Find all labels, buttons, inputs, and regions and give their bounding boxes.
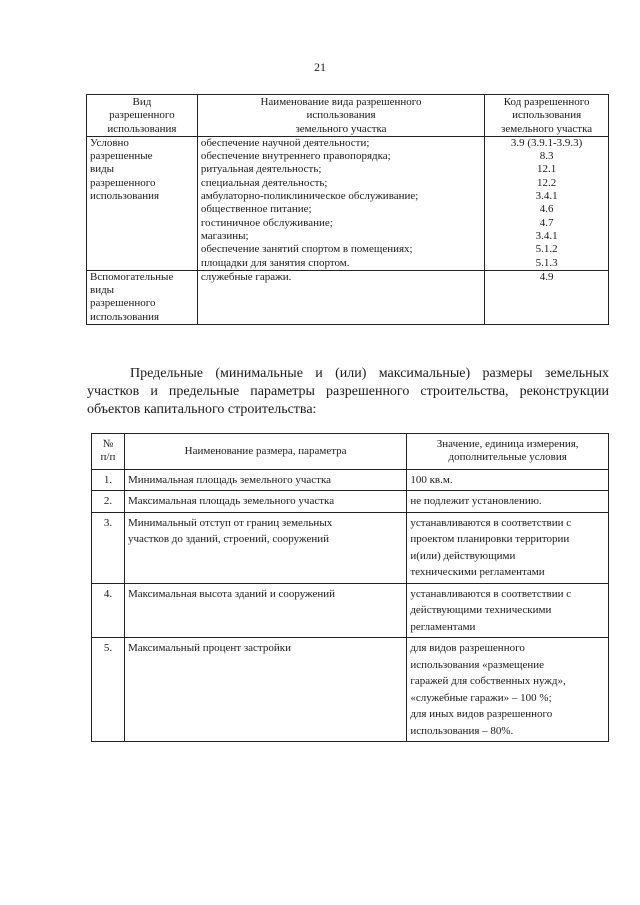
header-use-name: Наименование вида разрешенного использования земельного участка xyxy=(197,95,484,137)
value-cell: для видов разрешенного использования «размещение гаражей для собственных нужд», «служебные гаражи» – 100 %; для иных видов разрешенного использования – 80%. xyxy=(407,638,609,742)
paragraph-line-3: объектов капитального строительства: xyxy=(87,402,317,417)
table-row xyxy=(92,469,609,491)
permitted-use-table xyxy=(86,94,609,325)
table-header-row xyxy=(87,95,609,137)
header-parameter: Наименование размера, параметра xyxy=(124,434,406,470)
value-cell: не подлежит установлению. xyxy=(407,491,609,513)
row-number: 2. xyxy=(92,491,125,513)
row-number: 1. xyxy=(92,469,125,491)
table-header-row xyxy=(92,434,609,470)
row-number: 5. xyxy=(92,638,125,742)
use-name-cell: служебные гаражи. xyxy=(197,270,484,324)
header-number: № п/п xyxy=(92,434,125,470)
row-number: 3. xyxy=(92,512,125,583)
page-number: 21 xyxy=(314,60,326,74)
parameters-paragraph xyxy=(87,365,609,419)
table-row xyxy=(87,270,609,324)
use-name-cell: обеспечение научной деятельности; обеспечение внутреннего правопорядка; ритуальная деятельность; специальная деятельность; амбулаторно-поликлиническое обслуживание; общественное питание; гостиничное обслуживание; магазины; обеспечение занятий спортом в помещениях; площадки для занятия спортом. xyxy=(197,136,484,270)
parameter-cell: Максимальный процент застройки xyxy=(124,638,406,742)
value-cell: 100 кв.м. xyxy=(407,469,609,491)
table-row xyxy=(92,638,609,742)
parameter-cell: Максимальная высота зданий и сооружений xyxy=(124,583,406,638)
header-value: Значение, единица измерения, дополнительные условия xyxy=(407,434,609,470)
table-row xyxy=(92,583,609,638)
parameters-table xyxy=(91,433,609,742)
header-use-code: Код разрешенного использования земельного участка xyxy=(485,95,609,137)
table-row xyxy=(92,491,609,513)
value-cell: устанавливаются в соответствии с действующими техническими регламентами xyxy=(407,583,609,638)
use-code-cell: 3.9 (3.9.1-3.9.3) 8.3 12.1 12.2 3.4.1 4.6 4.7 3.4.1 5.1.2 5.1.3 xyxy=(485,136,609,270)
table-row xyxy=(92,512,609,583)
parameter-cell: Максимальная площадь земельного участка xyxy=(124,491,406,513)
paragraph-line-2: участков и предельные параметры разрешенного строительства, реконструкции xyxy=(87,384,609,399)
header-use-type: Вид разрешенного использования xyxy=(87,95,198,137)
parameter-cell: Минимальный отступ от границ земельных участков до зданий, строений, сооружений xyxy=(124,512,406,583)
use-type-cell: Вспомогательные виды разрешенного использования xyxy=(87,270,198,324)
row-number: 4. xyxy=(92,583,125,638)
use-code-cell: 4.9 xyxy=(485,270,609,324)
paragraph-line-1: Предельные (минимальные и (или) максимальные) размеры земельных xyxy=(130,366,609,381)
use-type-cell: Условно разрешенные виды разрешенного использования xyxy=(87,136,198,270)
table-row xyxy=(87,136,609,270)
parameter-cell: Минимальная площадь земельного участка xyxy=(124,469,406,491)
value-cell: устанавливаются в соответствии с проектом планировки территории и(или) действующими техническими регламентами xyxy=(407,512,609,583)
